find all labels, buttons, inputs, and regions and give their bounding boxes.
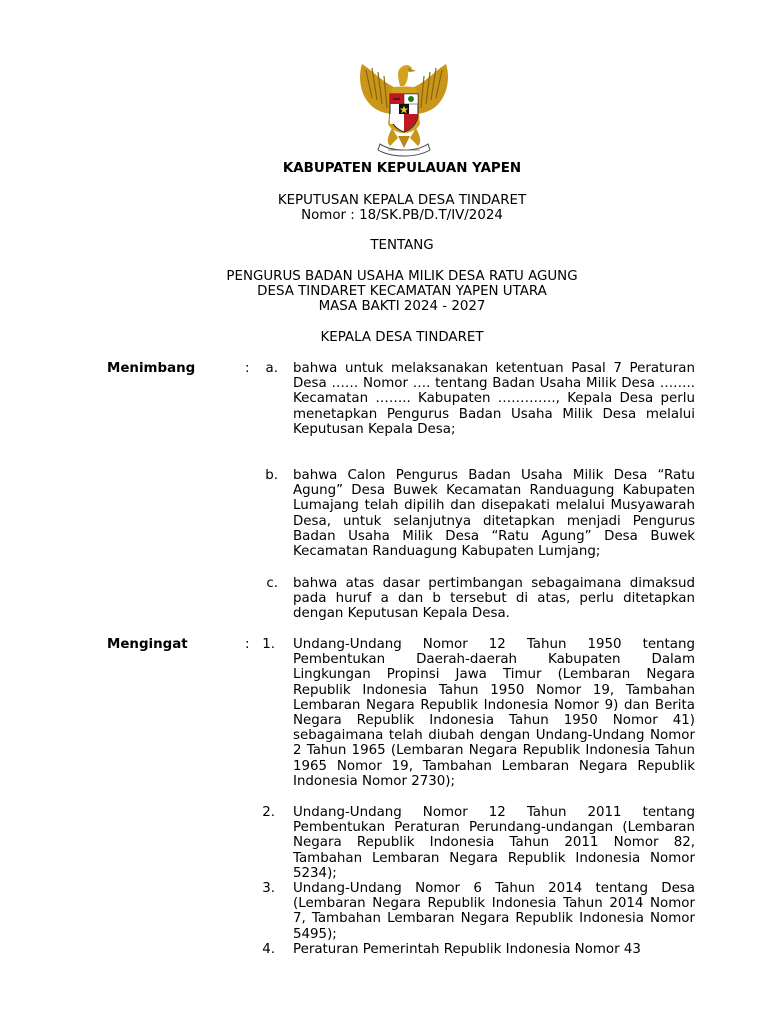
menimbang-label: Menimbang bbox=[107, 361, 196, 376]
decree-title: KEPUTUSAN KEPALA DESA TINDARET bbox=[277, 193, 527, 208]
menimbang-item-marker: a. bbox=[265, 361, 278, 376]
subject-line-3: MASA BAKTI 2024 - 2027 bbox=[318, 299, 486, 314]
menimbang-item-text: bahwa Calon Pengurus Badan Usaha Milik Desa “Ratu Agung” Desa Buwek Kecamatan Randuagung Kabupaten Lumajang telah dipilih dan disepakati melalui Musyawarah Desa, untuk selanjutnya ditetapkan menjadi Pengurus Badan Usaha Milik Desa “Ratu Agung” Desa Buwek Kecamatan Randuagung Kabupaten Lumjang; bbox=[293, 468, 695, 560]
mengingat-label: Mengingat bbox=[107, 637, 188, 652]
menimbang-item-text: bahwa atas dasar pertimbangan sebagaimana dimaksud pada huruf a dan b tersebut di atas, perlu ditetapkan dengan Keputusan Kepala Desa. bbox=[293, 576, 695, 622]
mengingat-item-marker: 4. bbox=[262, 942, 275, 957]
mengingat-item-marker: 3. bbox=[262, 881, 275, 896]
regency-title: KABUPATEN KEPULAUAN YAPEN bbox=[282, 161, 522, 176]
mengingat-item-text: Undang-Undang Nomor 6 Tahun 2014 tentang Desa (Lembaran Negara Republik Indonesia Tahun 2014 Nomor 7, Tambahan Lembaran Negara Republik Indonesia Nomor 5495); bbox=[293, 881, 695, 942]
mengingat-item-text: Undang-Undang Nomor 12 Tahun 2011 tentang Pembentukan Peraturan Perundang-undangan (Lembaran Negara Republik Indonesia Tahun 2011 Nomor 82, Tambahan Lembaran Negara Republik Indonesia Nomor 5234); bbox=[293, 805, 695, 881]
subject-line-2: DESA TINDARET KECAMATAN YAPEN UTARA bbox=[257, 284, 547, 299]
menimbang-item-marker: c. bbox=[266, 576, 278, 591]
mengingat-item-marker: 2. bbox=[262, 805, 275, 820]
subject-line-1: PENGURUS BADAN USAHA MILIK DESA RATU AGUNG bbox=[226, 269, 578, 284]
menimbang-item-text: bahwa untuk melaksanakan ketentuan Pasal 7 Peraturan Desa …… Nomor …. tentang Badan Usaha Milik Desa …….. Kecamatan …….. Kabupaten …………., Kepala Desa perlu menetapkan Pengurus Badan Usaha Milik Desa melalui Keputusan Kepala Desa; bbox=[293, 361, 695, 437]
mengingat-colon: : bbox=[245, 637, 250, 652]
mengingat-item-text: Peraturan Pemerintah Republik Indonesia Nomor 43 bbox=[293, 942, 641, 957]
mengingat-item-text: Undang-Undang Nomor 12 Tahun 1950 tentang Pembentukan Daerah-daerah Kabupaten Dalam Lingkungan Propinsi Jawa Timur (Lembaran Negara Republik Indonesia Tahun 1950 Nomor 19, Tambahan Lembaran Negara Republik Indonesia Nomor 9) dan Berita Negara Republik Indonesia Tahun 1950 Nomor 41) sebagaimana telah diubah dengan Undang-Undang Nomor 2 Tahun 1965 (Lembaran Negara Republik Indonesia Tahun 1965 Nomor 19, Tambahan Lembaran Negara Republik Indonesia Nomor 2730); bbox=[293, 637, 695, 789]
garuda-pancasila-emblem-icon bbox=[342, 58, 466, 158]
about-heading: TENTANG bbox=[370, 238, 434, 253]
menimbang-item-marker: b. bbox=[265, 468, 278, 483]
decree-number: Nomor : 18/SK.PB/D.T/IV/2024 bbox=[301, 208, 503, 223]
mengingat-item-marker: 1. bbox=[262, 637, 275, 652]
menimbang-colon: : bbox=[245, 361, 250, 376]
issuer-heading: KEPALA DESA TINDARET bbox=[320, 330, 484, 345]
